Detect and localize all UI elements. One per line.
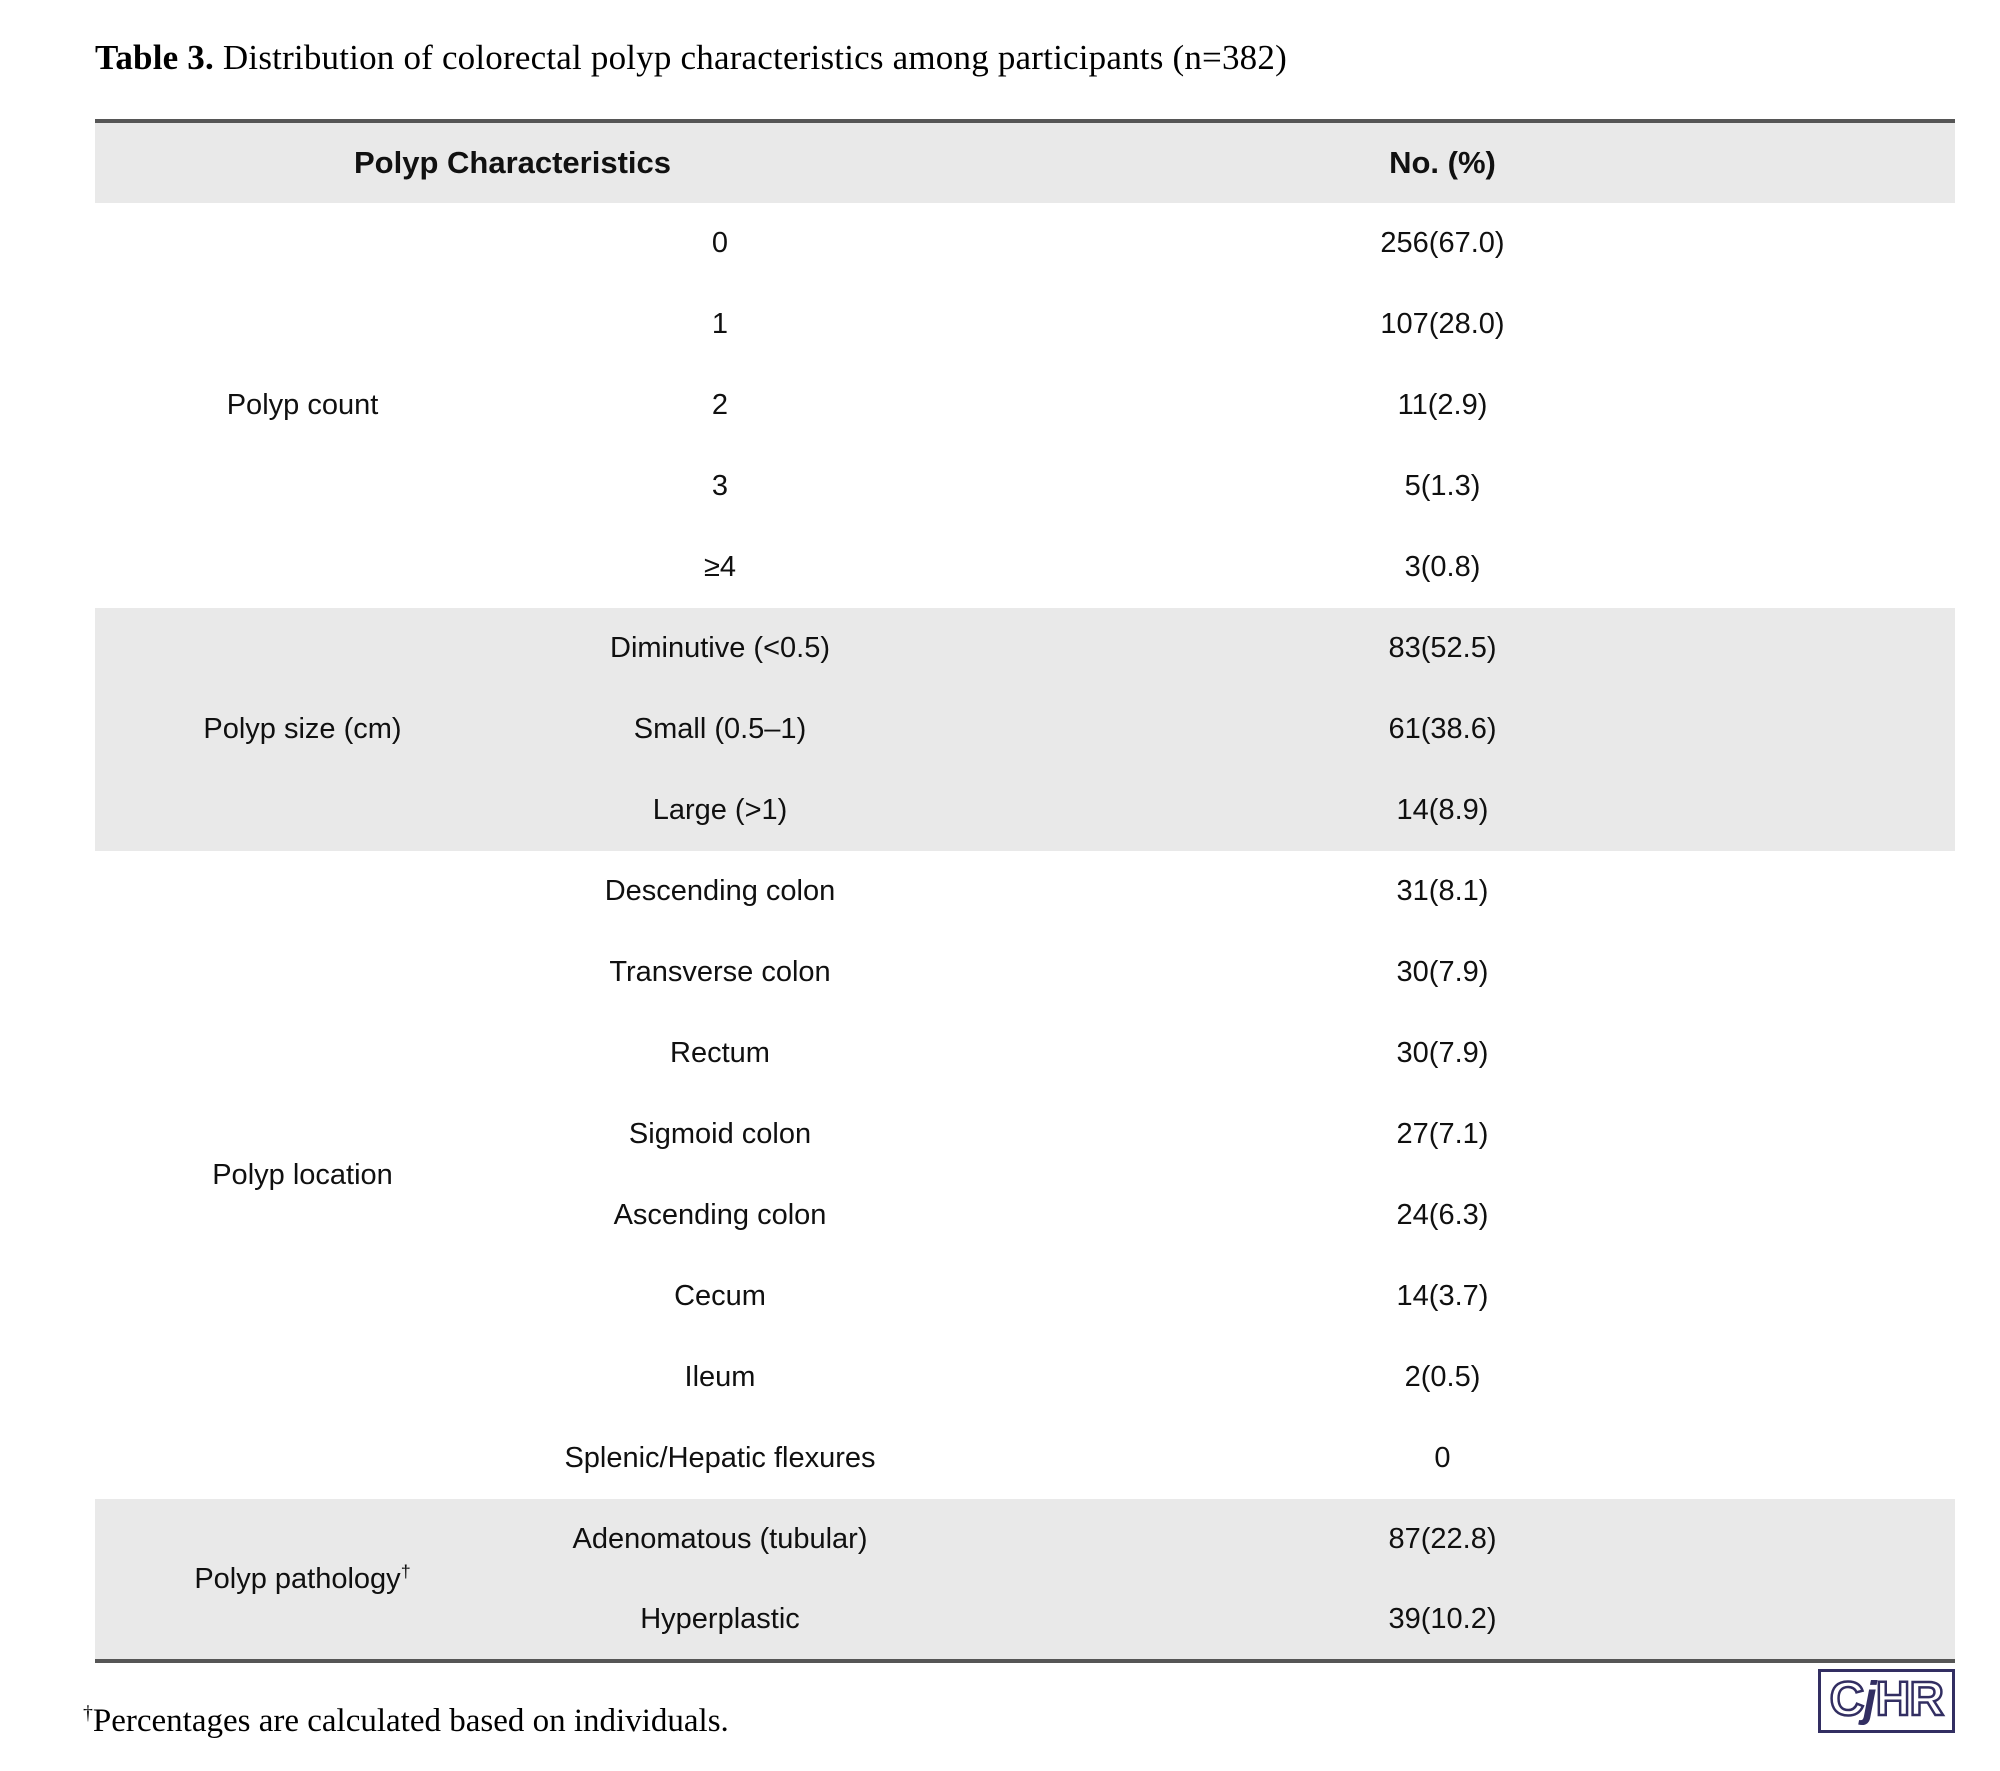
logo-letters-hr: HR xyxy=(1875,1673,1943,1726)
group-label-cell: Polyp location xyxy=(212,1158,393,1191)
footnote-dagger: † xyxy=(83,1702,93,1724)
value-cell: 11(2.9) xyxy=(1397,389,1488,421)
subcategory-cell: Transverse colon xyxy=(609,956,831,988)
value-cell: 30(7.9) xyxy=(1396,956,1489,988)
table-title xyxy=(95,38,1287,78)
subcategory-cell: 1 xyxy=(711,308,729,340)
value-cell: 3(0.8) xyxy=(1404,551,1481,583)
polyp-characteristics-table xyxy=(95,119,1955,1663)
value-cell: 107(28.0) xyxy=(1380,308,1505,340)
subcategory-cell: Diminutive (<0.5) xyxy=(510,608,930,689)
value-cell: 5(1.3) xyxy=(1404,470,1481,502)
subcategory-cell: Rectum xyxy=(670,1037,770,1069)
subcategory-cell: Adenomatous (tubular) xyxy=(510,1499,930,1580)
logo-letter-j: j xyxy=(1863,1673,1876,1726)
value-cell: 31(8.1) xyxy=(1396,875,1489,907)
table-title-text: Distribution of colorectal polyp characteristics among participants (n=382) xyxy=(213,38,1287,77)
subcategory-cell: ≥4 xyxy=(703,551,737,583)
value-cell: 87(22.8) xyxy=(930,1499,1955,1580)
subcategory-cell: Hyperplastic xyxy=(510,1580,930,1661)
subcategory-cell: Small (0.5–1) xyxy=(510,689,930,770)
value-cell: 256(67.0) xyxy=(1380,227,1505,259)
subcategory-cell: 0 xyxy=(711,227,729,259)
group-label-cell: Polyp size (cm) xyxy=(95,608,510,851)
subcategory-cell: Splenic/Hepatic flexures xyxy=(564,1442,876,1474)
subcategory-cell: Ileum xyxy=(684,1361,756,1393)
footnote-text: Percentages are calculated based on individuals. xyxy=(92,1703,729,1739)
header-no-pct: No. (%) xyxy=(930,121,1955,203)
value-cell: 27(7.1) xyxy=(1396,1118,1489,1150)
subcategory-cell: Cecum xyxy=(674,1280,766,1312)
table-row xyxy=(95,851,1955,932)
value-cell: 2(0.5) xyxy=(1404,1361,1481,1393)
group-label-cell: Polyp pathology† xyxy=(95,1499,510,1661)
value-cell: 39(10.2) xyxy=(930,1580,1955,1661)
subcategory-cell: Sigmoid colon xyxy=(628,1118,812,1150)
logo-letter-c: C xyxy=(1829,1673,1864,1726)
subcategory-cell: Large (>1) xyxy=(510,770,930,851)
header-polyp-characteristics: Polyp Characteristics xyxy=(95,121,930,203)
value-cell: 61(38.6) xyxy=(930,689,1955,770)
table-row xyxy=(95,608,1955,689)
value-cell: 14(3.7) xyxy=(1396,1280,1489,1312)
value-cell: 0 xyxy=(1434,1442,1451,1474)
group-label-dagger: † xyxy=(400,1560,411,1581)
table-row xyxy=(95,203,1955,284)
footnote xyxy=(83,1703,729,1740)
subcategory-cell: Descending colon xyxy=(604,875,836,907)
group-label-cell: Polyp count xyxy=(226,389,379,421)
value-cell: 83(52.5) xyxy=(930,608,1955,689)
value-cell: 14(8.9) xyxy=(930,770,1955,851)
header-row xyxy=(95,121,1955,203)
cjhr-logo xyxy=(1818,1669,1955,1733)
subcategory-cell: Ascending colon xyxy=(613,1199,827,1231)
table-title-label: Table 3. xyxy=(95,38,214,77)
table-row xyxy=(95,1499,1955,1580)
value-cell: 24(6.3) xyxy=(1396,1199,1489,1231)
subcategory-cell: 3 xyxy=(711,470,729,502)
subcategory-cell: 2 xyxy=(711,389,729,421)
value-cell: 30(7.9) xyxy=(1396,1037,1489,1069)
